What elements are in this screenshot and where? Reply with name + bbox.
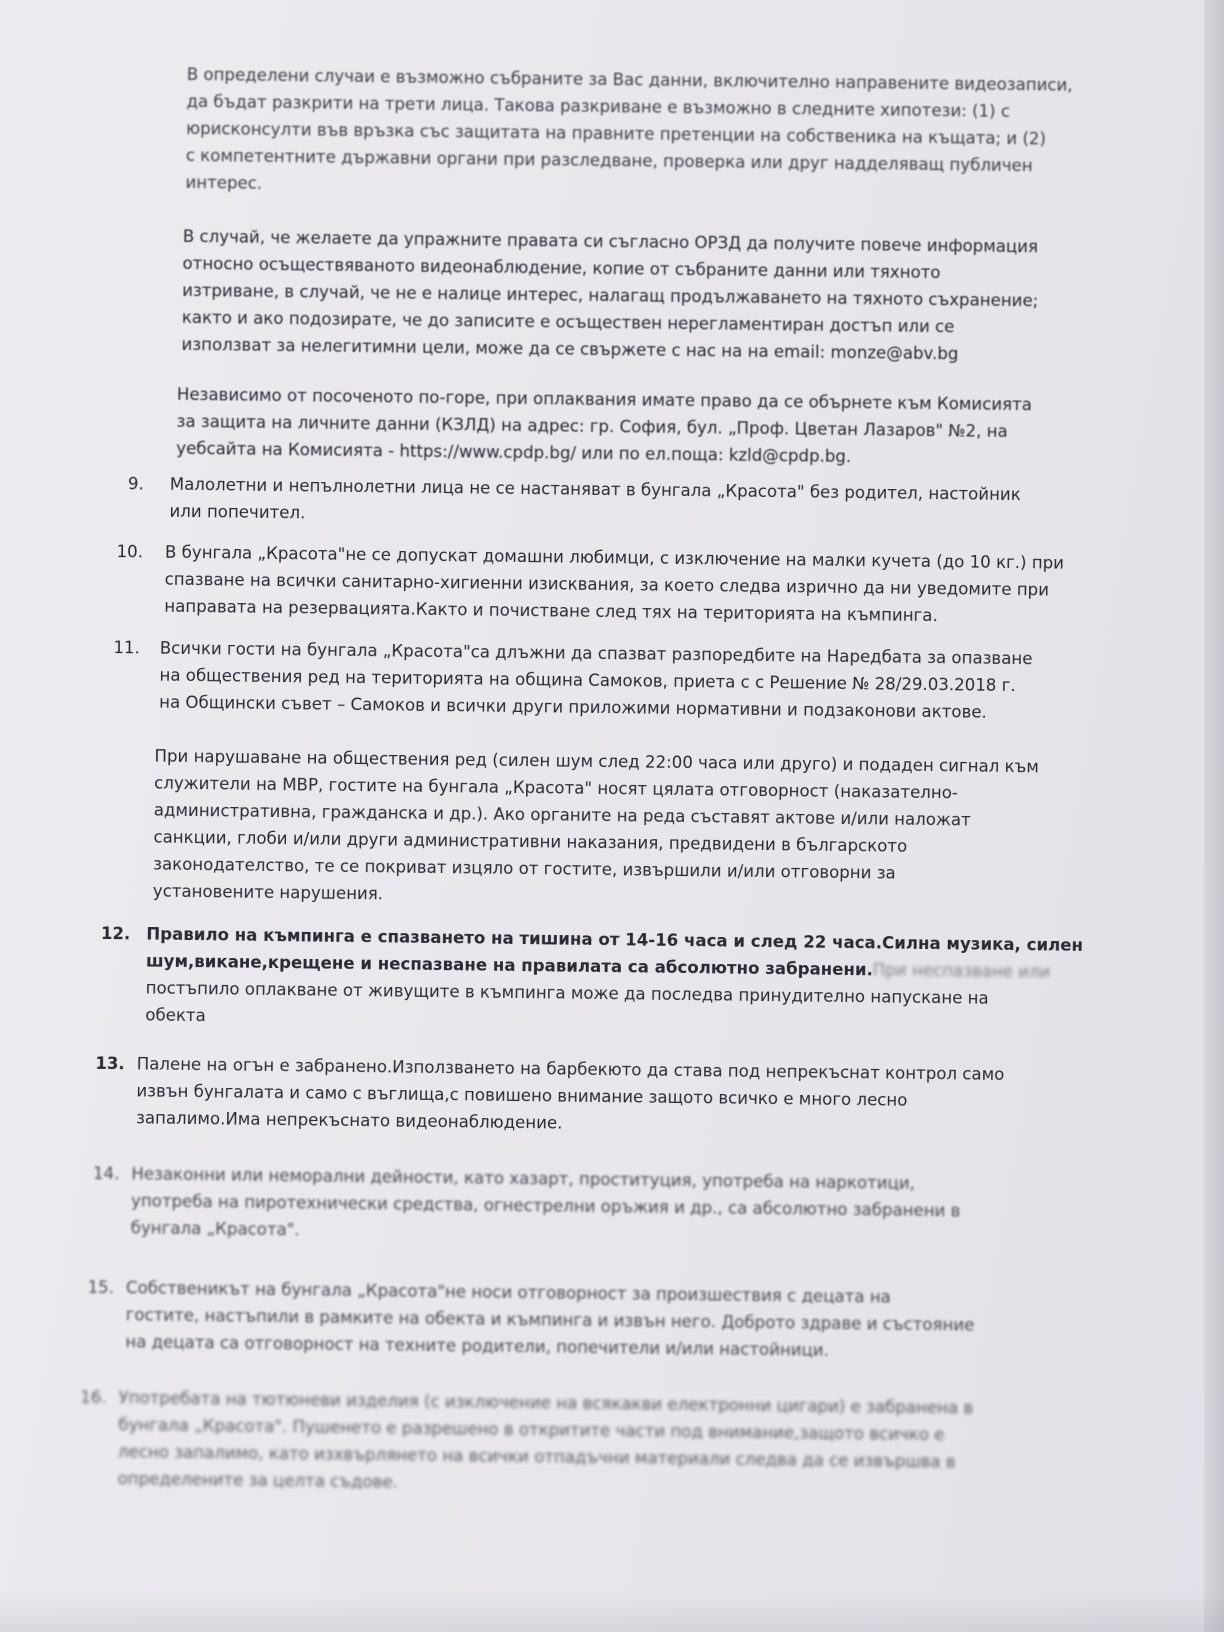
text-line: санкции, глоби и/или други административни наказания, предвидени в българското [153, 827, 908, 856]
item-number: 10. [116, 542, 144, 562]
paragraph-rights [181, 223, 1039, 368]
text-line: бунгала „Красота". Пушенето е разрешено в откритите части под внимание,защото всичко е [118, 1415, 945, 1445]
text-line: гостите, настъпили в рамките на обекта и къмпинга и извън него. Доброто здраве и състояние [125, 1305, 975, 1335]
text-line: лесно запалимо, като изхвърлянето на всички отпадъчни материали следва да се извършва в [117, 1442, 956, 1472]
text-line: законодателство, те се покриват изцяло от гостите, извършили и/или отговорни за [153, 854, 896, 883]
text-line: интерес. [185, 172, 263, 193]
text-line: извън бунгалата и само с въглища,с повишено внимание защото всичко е много лесно [136, 1081, 908, 1110]
text-line: установените нарушения. [152, 881, 384, 904]
text-line: административна, гражданска и др.). Ако органите на реда съставят актове и/или наложат [153, 800, 971, 830]
text-line: относно осъществяваното видеонаблюдение, копие от събраните данни или тяхното [182, 253, 941, 283]
text-line: на обществения ред на територията на община Самоков, приета с с Решение № 28/29.03.2018 г. [159, 665, 1016, 696]
text-line: изтриване, в случай, че не е налице интерес, налагащ продължаването на тяхното съхранение; [182, 280, 1039, 311]
list-item-15 [125, 1274, 975, 1365]
list-item-13 [136, 1050, 1005, 1142]
text-line: юрисконсулти във връзка със защитата на правните претенции на собственика на къщата; и (2) [186, 118, 1047, 149]
item-number: 12. [100, 923, 131, 944]
text-line: да бъдат разкрити на трети лица. Такова разкриване е възможно в следните хипотези: (1) с [186, 91, 1011, 121]
text-line: на децата са отговорност на техните родители, попечители и/или настойници. [125, 1332, 830, 1360]
text-line: шум,викане,крещене и неспазване на правилата са абсолютно забранени. [145, 951, 873, 980]
text-line: При нарушаване на обществения ред (силен шум след 22:00 часа или друго) и подаден сигнал към [154, 746, 1039, 777]
text-line: или попечител. [169, 501, 306, 523]
list-item-16 [118, 1384, 974, 1502]
text-fragment: При неспазване или [872, 960, 1051, 982]
text-line: уебсайта на Комисията - https://www.cpdp.bg/ или по ел.поща: kzld@cpdp.bg. [176, 438, 852, 467]
list-item-11-subparagraph [153, 743, 1039, 916]
photo-shadow [0, 1592, 1224, 1632]
list-item-14 [131, 1160, 961, 1251]
text-line: В бунгала „Красота"не се допускат домашни любимци, с изключение на малки кучета (до 10 кг.) при [164, 542, 1065, 573]
text-line: на Общински съвет – Самоков и всички други приложими нормативни и подзаконови актове. [159, 692, 987, 722]
text-line: Всички гости на бунгала „Красота"са длъжни да спазват разпоредбите на Наредбата за опазване [159, 638, 1033, 669]
paragraph-disclosure [185, 61, 1072, 207]
text-line: обекта [145, 1005, 206, 1026]
text-line: служители на МВР, гостите на бунгала „Красота" носят цялата отговорност (наказателно- [154, 773, 959, 803]
text-line: Малолетни и непълнолетни лица не се настаняват в бунгала „Красота" без родител, настойник [169, 474, 1021, 505]
text-line: бунгала „Красота". [130, 1218, 300, 1240]
text-line: Незаконни или неморални дейности, като хазарт, проституция, употреба на наркотици, [131, 1164, 916, 1193]
text-line: спазване на всички санитарно-хигиенни изисквания, за което следва изрично да ни уведомите при [164, 569, 1050, 600]
text-line: Употребата на тютюневи изделия (с изключение на всякакви електронни цигари) е забранена в [118, 1388, 974, 1418]
text-line: определените за целта съдове. [117, 1469, 399, 1492]
text-line: Независимо от посоченото по-горе, при оплаквания имате право да се обърнете към Комисията [176, 384, 1033, 415]
list-item-12 [145, 920, 1083, 1039]
text-line: използват за нелегитимни цели, може да се свържете с нас на на email: monze@abv.bg [181, 334, 959, 364]
item-number: 16. [80, 1387, 107, 1408]
item-number: 11. [113, 638, 140, 658]
text-line: запалимо.Има непрекъснато видеонаблюдение. [135, 1108, 563, 1133]
text-line: Собственикът на бунгала „Красота"не носи отговорност за произшествия с децата на [125, 1278, 891, 1307]
item-number: 14. [92, 1163, 120, 1184]
text-line: постъпило оплакване от живущите в къмпинга може да последва принудително напускане на [145, 978, 989, 1008]
text-line: с компетентните държавни органи при разследване, проверка или друг надделяващ публичен [185, 145, 1033, 176]
text-line: Палене на огън е забранено.Използването на барбекюто да става под непрекъснат контрол само [136, 1054, 1005, 1084]
text-line: както и ако подозирате, че до записите е осъществен нерегламентиран достъп или се [181, 307, 955, 337]
list-item-11 [159, 635, 1033, 727]
item-number: 15. [87, 1277, 115, 1298]
list-item-10 [164, 539, 1064, 631]
list-item-9 [169, 471, 1021, 535]
text-line: В определени случаи е възможно събраните за Вас данни, включително направените видеозаписи, [186, 64, 1073, 95]
item-number: 13. [95, 1053, 125, 1074]
text-line: Правило на къмпинга е спазването на тишина от 14-16 часа и след 22 часа.Силна музика, силен [146, 924, 1084, 955]
paragraph-complaint [176, 381, 1032, 472]
item-number: 9. [127, 474, 144, 494]
text-line: употреба на пиротехнически средства, огнестрелни оръжия и др., са абсолютно забранени в [130, 1191, 961, 1221]
text-line: В случай, че желаете да упражните правата си съгласно ОРЗД да получите повече информация [182, 226, 1039, 257]
text-line: направата на резервацията.Както и почистване след тях на територията на къмпинга. [164, 596, 938, 626]
text-line: за защита на личните данни (КЗЛД) на адрес: гр. София, бул. „Проф. Цветан Лазаров" №2, на [176, 411, 1008, 441]
